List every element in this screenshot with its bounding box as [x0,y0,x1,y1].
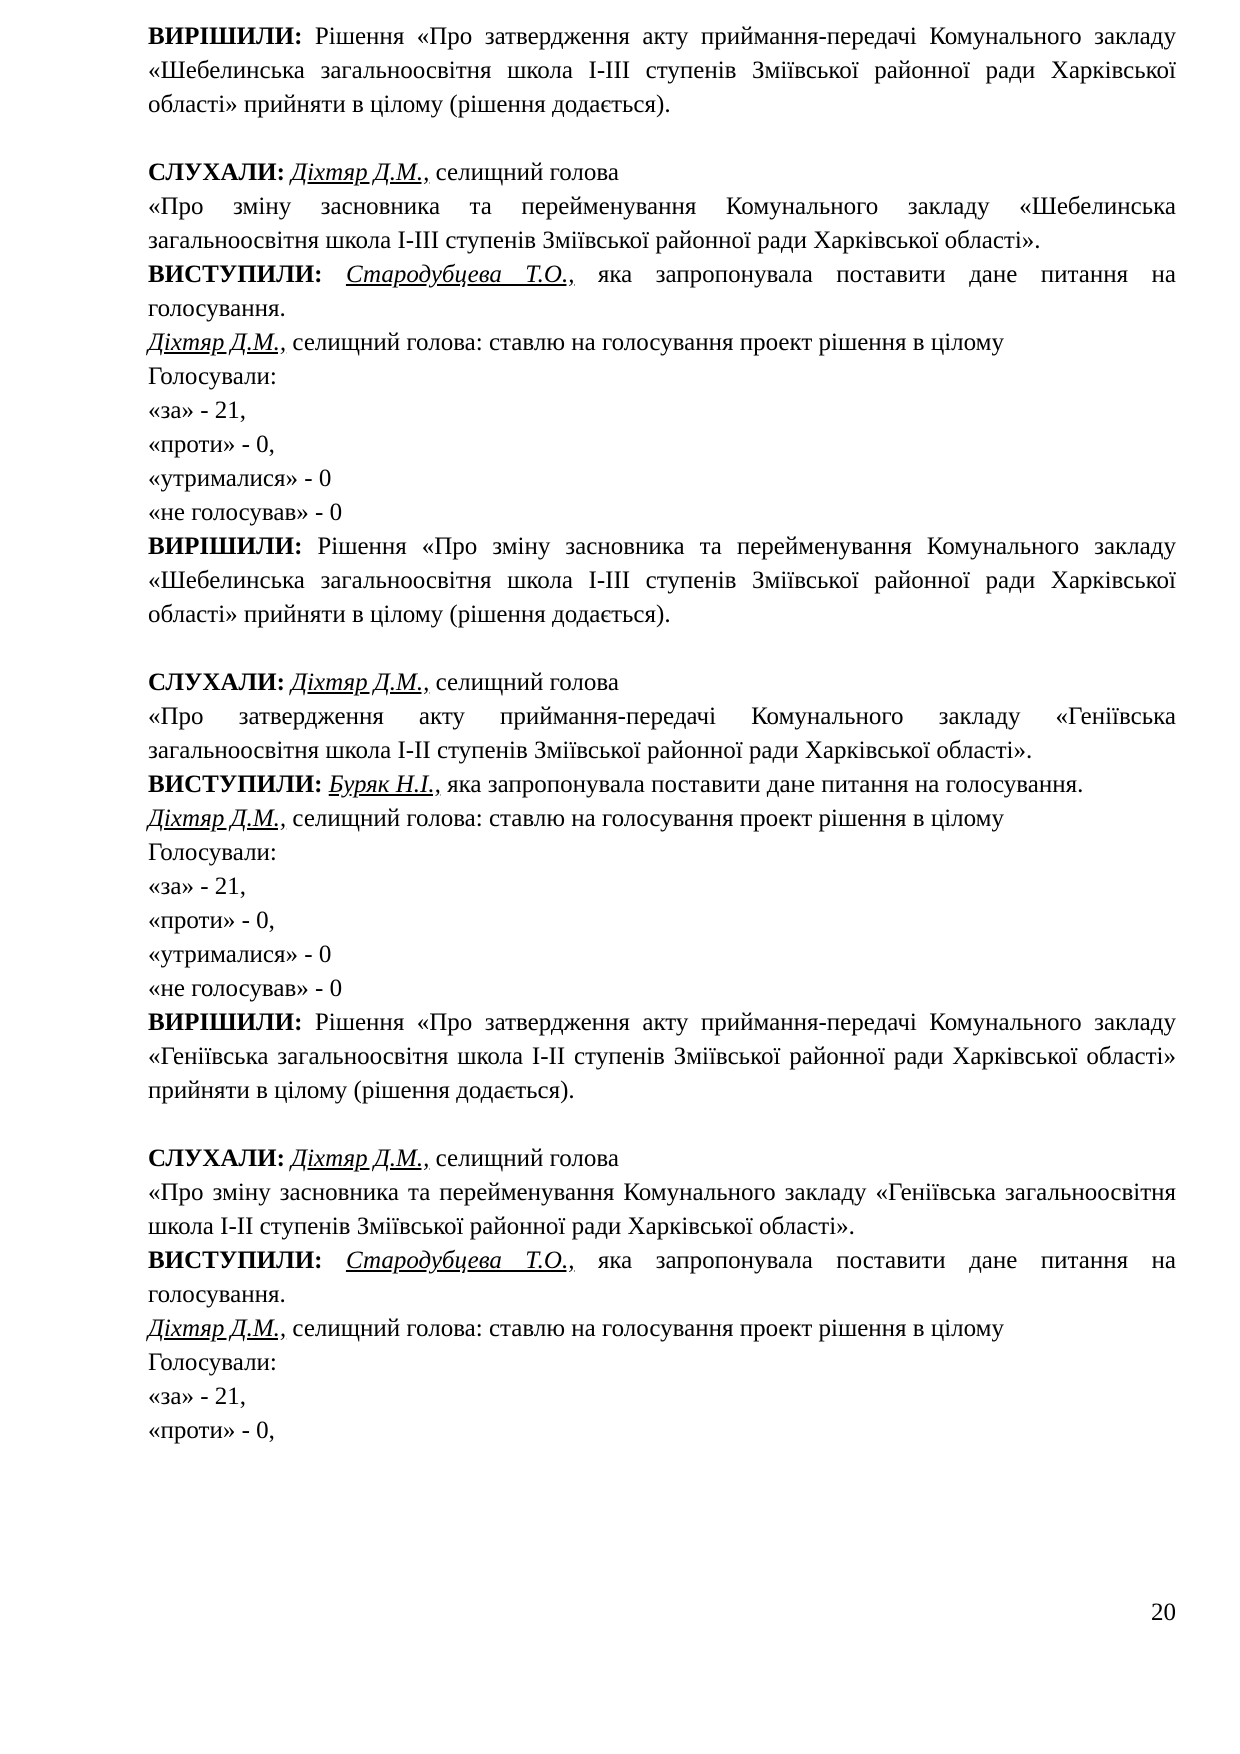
vote-line: «за» - 21, [148,1383,247,1410]
vote-line: «за» - 21, [148,873,247,900]
heard-line [148,156,1176,190]
spoke-paragraph [148,768,1176,802]
spoke-paragraph [148,258,1176,326]
decided-label: ВИРІШИЛИ: [148,533,303,560]
decision-paragraph [148,20,1176,122]
heard-role: селищний голова [429,1145,619,1172]
speaker-name: Буряк Н.І., [328,771,441,798]
chair-line [148,1312,1176,1346]
document-body [148,20,1176,1448]
heard-label: СЛУХАЛИ: [148,159,285,186]
chair-name: Діхтяр Д.М., [148,1315,287,1342]
vote-line: «не голосував» - 0 [148,975,343,1002]
speaker-name: Стародубцева Т.О., [345,1247,575,1274]
chair-text: селищний голова: ставлю на голосування проект рішення в цілому [286,805,1004,832]
decided-label: ВИРІШИЛИ: [148,23,303,50]
vote-line: Голосували: [148,363,277,390]
speaker-text: яка запропонувала поставити дане питання на голосування. [148,261,1177,322]
vote-line: «проти» - 0, [148,907,275,934]
page-number: 20 [1151,1599,1176,1626]
spoke-label: ВИСТУПИЛИ: [148,1247,323,1274]
chair-text: селищний голова: ставлю на голосування проект рішення в цілому [286,1315,1004,1342]
heard-name: Діхтяр Д.М., [291,669,430,696]
topic-paragraph: «Про затвердження акту приймання-передачі Комунального закладу «Геніївська загальноосвітня школа І-ІІ ступенів Зміївської районної ради Харківської області». [148,703,1176,764]
heard-line [148,666,1176,700]
heard-role: селищний голова [429,669,619,696]
vote-line: «проти» - 0, [148,431,275,458]
topic-paragraph: «Про зміну засновника та перейменування Комунального закладу «Геніївська загальноосвітня школа І-ІІ ступенів Зміївської районної ради Харківської області». [148,1179,1176,1240]
spoke-label: ВИСТУПИЛИ: [148,261,323,288]
vote-line: «за» - 21, [148,397,247,424]
heard-label: СЛУХАЛИ: [148,1145,285,1172]
heard-role: селищний голова [429,159,619,186]
chair-line [148,326,1176,360]
decided-label: ВИРІШИЛИ: [148,1009,303,1036]
vote-line: Голосували: [148,839,277,866]
speaker-name: Стародубцева Т.О., [345,261,575,288]
heard-label: СЛУХАЛИ: [148,669,285,696]
decision-text: Рішення «Про затвердження акту приймання-передачі Комунального закладу «Геніївська загальноосвітня школа І-ІІ ступенів Зміївської районної ради Харківської області» прийняти в цілому (рішення додається). [148,1009,1176,1104]
chair-name: Діхтяр Д.М., [148,805,287,832]
chair-text: селищний голова: ставлю на голосування проект рішення в цілому [286,329,1004,356]
chair-name: Діхтяр Д.М., [148,329,287,356]
chair-line [148,802,1176,836]
spoke-label: ВИСТУПИЛИ: [148,771,323,798]
decision-text: Рішення «Про зміну засновника та перейменування Комунального закладу «Шебелинська загальноосвітня школа І-ІІІ ступенів Зміївської районної ради Харківської області» прийняти в цілому (рішення додається). [148,533,1176,628]
vote-line: «утрималися» - 0 [148,465,332,492]
speaker-text: яка запропонувала поставити дане питання на голосування. [148,1247,1177,1308]
decision-text: Рішення «Про затвердження акту приймання-передачі Комунального закладу «Шебелинська загальноосвітня школа І-ІІІ ступенів Зміївської районної ради Харківської області» прийняти в цілому (рішення додається). [148,23,1176,118]
heard-name: Діхтяр Д.М., [291,1145,430,1172]
topic-paragraph: «Про зміну засновника та перейменування Комунального закладу «Шебелинська загальноосвітня школа І-ІІІ ступенів Зміївської районної ради Харківської області». [148,193,1176,254]
spoke-paragraph [148,1244,1176,1312]
heard-line [148,1142,1176,1176]
vote-line: «не голосував» - 0 [148,499,343,526]
vote-line: «проти» - 0, [148,1417,275,1444]
vote-line: Голосували: [148,1349,277,1376]
decision-paragraph [148,530,1176,632]
vote-line: «утрималися» - 0 [148,941,332,968]
heard-name: Діхтяр Д.М., [291,159,430,186]
decision-paragraph [148,1006,1176,1108]
speaker-text: яка запропонувала поставити дане питання на голосування. [440,771,1084,798]
